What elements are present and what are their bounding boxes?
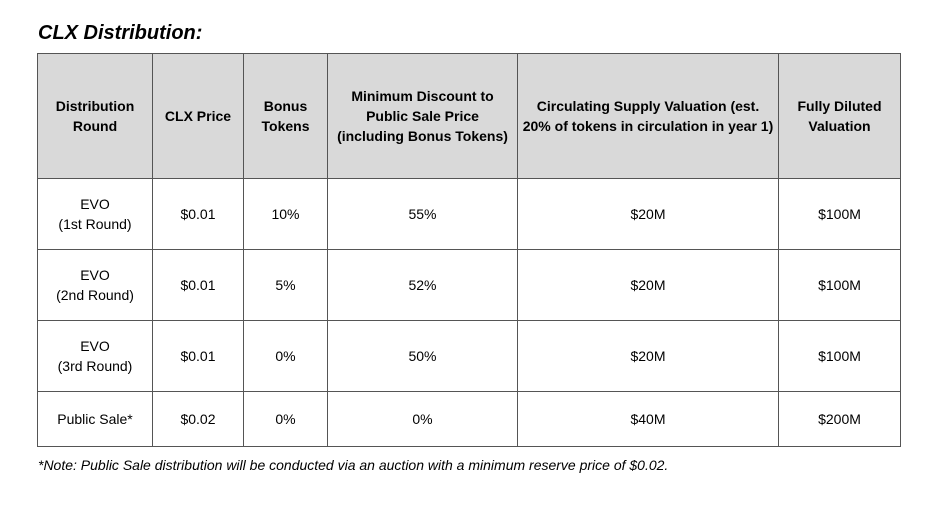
cell-price: $0.02 — [153, 392, 244, 447]
table-row — [38, 392, 901, 447]
cell-bonus: 0% — [244, 321, 328, 392]
cell-diluted: $200M — [779, 392, 901, 447]
cell-round: EVO (1st Round) — [38, 179, 153, 250]
header-distribution-round: Distribution Round — [38, 54, 153, 179]
cell-circulating: $20M — [518, 179, 779, 250]
header-minimum-discount: Minimum Discount to Public Sale Price (including Bonus Tokens) — [328, 54, 518, 179]
table-row — [38, 321, 901, 392]
cell-discount: 52% — [328, 250, 518, 321]
cell-price: $0.01 — [153, 321, 244, 392]
page-title: CLX Distribution: — [38, 22, 203, 44]
cell-circulating: $40M — [518, 392, 779, 447]
header-clx-price: CLX Price — [153, 54, 244, 179]
cell-round: Public Sale* — [38, 392, 153, 447]
distribution-table — [37, 53, 901, 447]
cell-bonus: 10% — [244, 179, 328, 250]
footnote: *Note: Public Sale distribution will be conducted via an auction with a minimum reserve price of $0.02. — [38, 457, 669, 473]
cell-bonus: 0% — [244, 392, 328, 447]
cell-price: $0.01 — [153, 179, 244, 250]
cell-circulating: $20M — [518, 321, 779, 392]
cell-circulating: $20M — [518, 250, 779, 321]
header-fully-diluted-valuation: Fully Diluted Valuation — [779, 54, 901, 179]
cell-price: $0.01 — [153, 250, 244, 321]
table-row — [38, 179, 901, 250]
cell-diluted: $100M — [779, 321, 901, 392]
table-row — [38, 250, 901, 321]
cell-discount: 0% — [328, 392, 518, 447]
cell-diluted: $100M — [779, 179, 901, 250]
header-circulating-supply-valuation: Circulating Supply Valuation (est. 20% of tokens in circulation in year 1) — [518, 54, 779, 179]
cell-round: EVO (2nd Round) — [38, 250, 153, 321]
cell-diluted: $100M — [779, 250, 901, 321]
header-bonus-tokens: Bonus Tokens — [244, 54, 328, 179]
table-header-row — [38, 54, 901, 179]
cell-round: EVO (3rd Round) — [38, 321, 153, 392]
cell-discount: 50% — [328, 321, 518, 392]
cell-bonus: 5% — [244, 250, 328, 321]
cell-discount: 55% — [328, 179, 518, 250]
